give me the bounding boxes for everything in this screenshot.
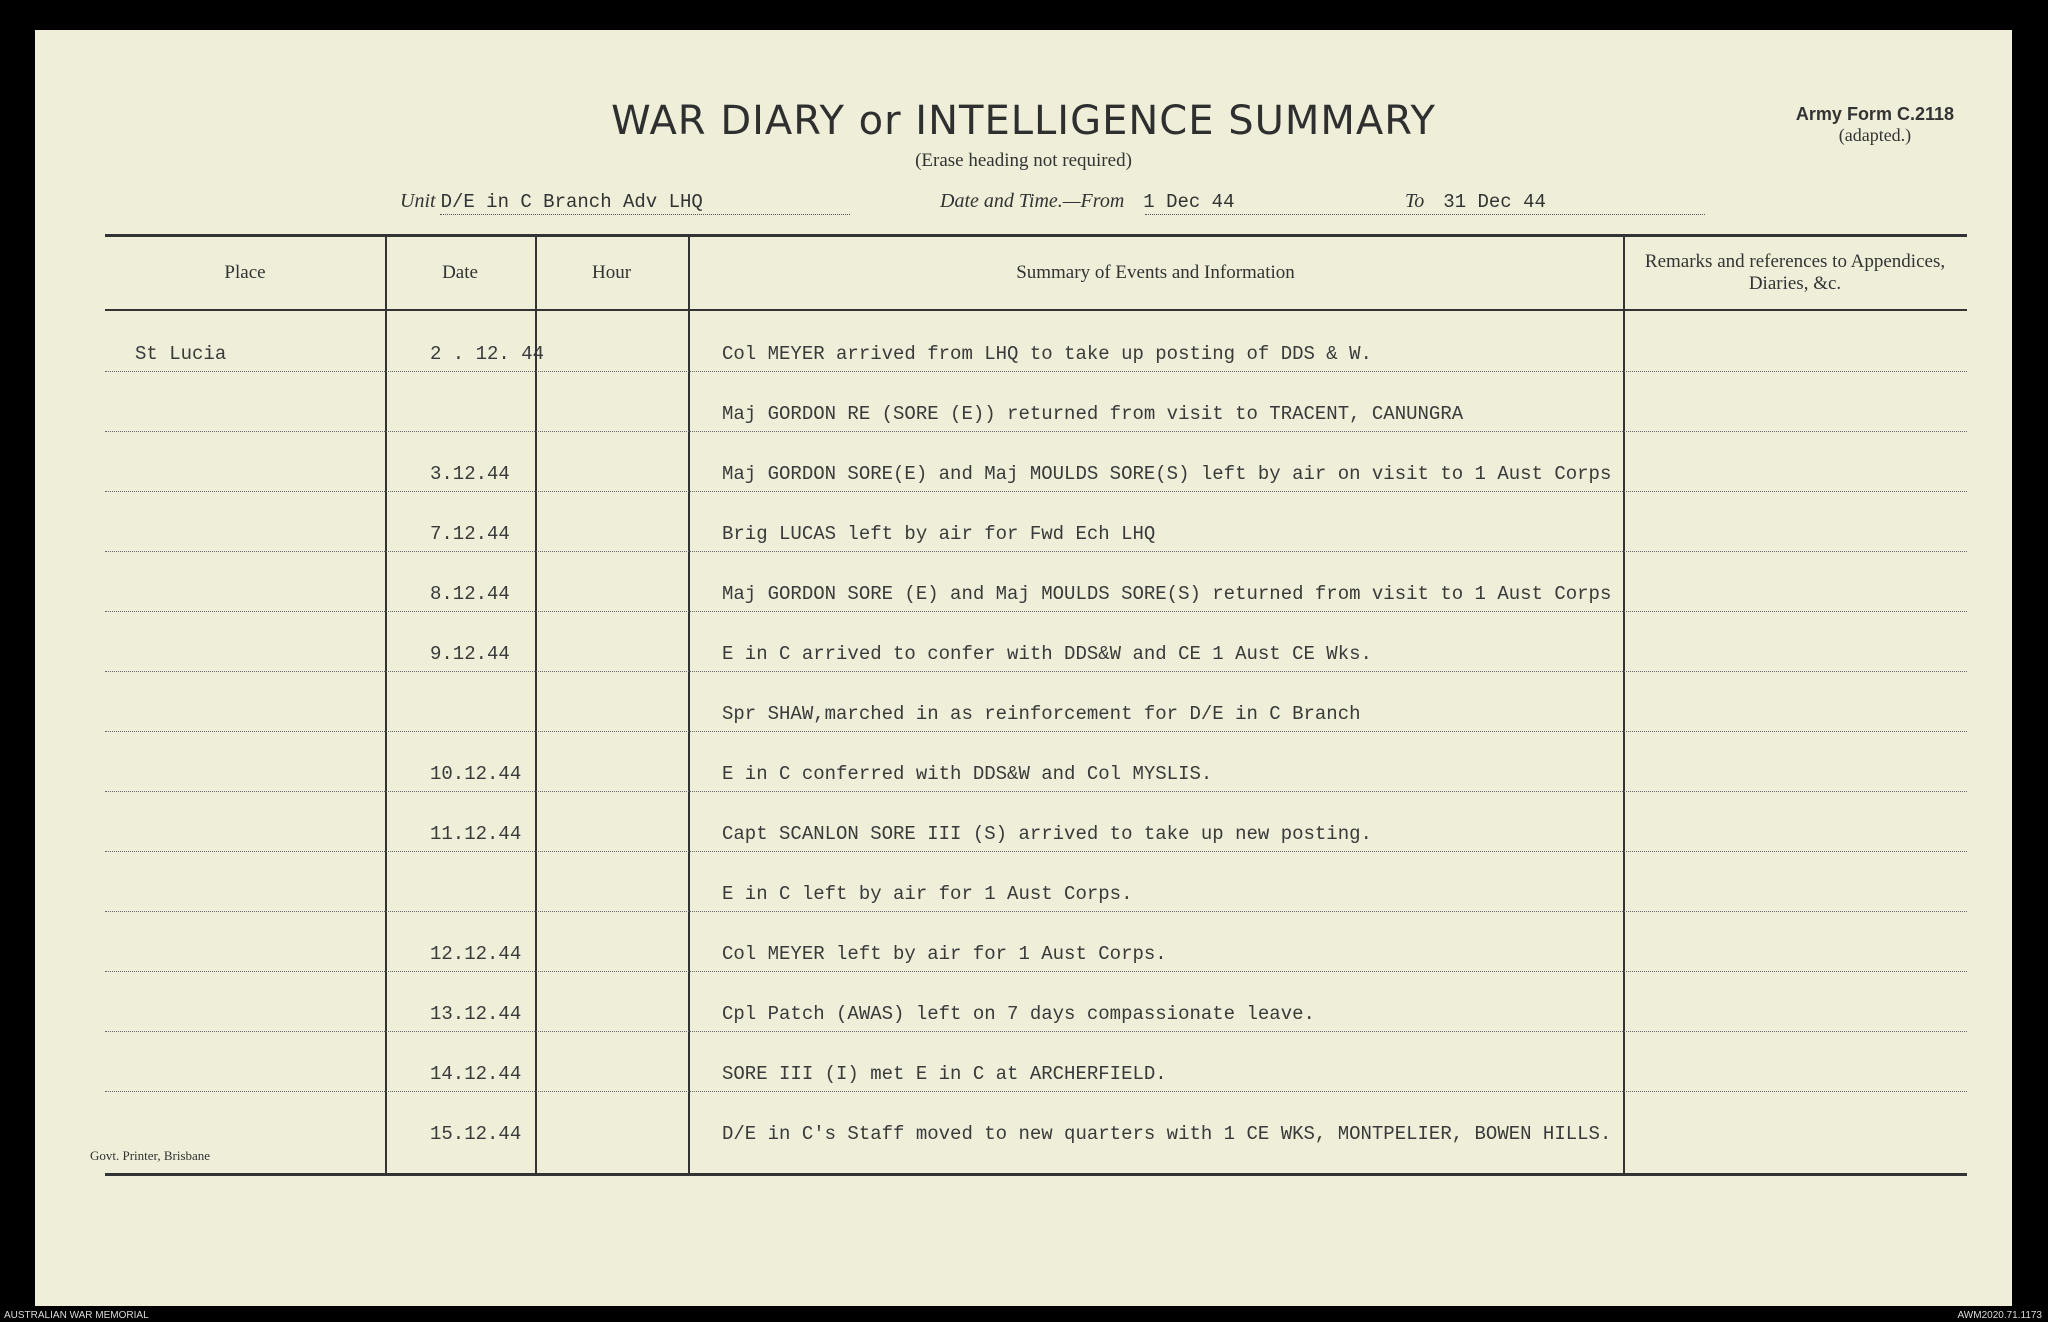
- row-date: 7.12.44: [430, 523, 510, 545]
- row-summary: E in C arrived to confer with DDS&W and CE 1 Aust CE Wks.: [722, 643, 1372, 665]
- unit-label: Unit: [400, 190, 436, 212]
- printer-imprint: Govt. Printer, Brisbane: [90, 1148, 211, 1163]
- diary-sheet: [35, 30, 2012, 1306]
- table-row: [105, 911, 1967, 972]
- row-date: 12.12.44: [430, 943, 522, 965]
- row-date: 8.12.44: [430, 583, 510, 605]
- row-summary: Maj GORDON SORE(E) and Maj MOULDS SORE(S) left by air on visit to 1 Aust Corps: [722, 463, 1612, 485]
- row-date: 14.12.44: [430, 1063, 522, 1085]
- col-head-date: Date: [442, 262, 478, 283]
- table-row: [105, 971, 1967, 1032]
- date-from-value: 1 Dec 44: [1143, 191, 1235, 213]
- archive-reference: AWM2020.71.1173: [1957, 1310, 2042, 1321]
- row-date: 2 . 12. 44: [430, 343, 545, 365]
- table-row: [105, 791, 1967, 852]
- date-from-label: Date and Time.—From: [940, 190, 1125, 212]
- col-head-summary: Summary of Events and Information: [1016, 262, 1295, 283]
- table-row: [105, 371, 1967, 432]
- row-summary: E in C left by air for 1 Aust Corps.: [722, 883, 1133, 905]
- row-summary: SORE III (I) met E in C at ARCHERFIELD.: [722, 1063, 1167, 1085]
- row-summary: D/E in C's Staff moved to new quarters with 1 CE WKS, MONTPELIER, BOWEN HILLS.: [722, 1123, 1612, 1145]
- row-summary: Cpl Patch (AWAS) left on 7 days compassionate leave.: [722, 1003, 1315, 1025]
- row-summary: Col MEYER left by air for 1 Aust Corps.: [722, 943, 1167, 965]
- date-to-line: [1405, 190, 1546, 213]
- table-row: [105, 551, 1967, 612]
- table-row: [105, 671, 1967, 732]
- unit-line: [400, 190, 703, 213]
- unit-value: D/E in C Branch Adv LHQ: [440, 191, 703, 213]
- page-subtitle: (Erase heading not required): [915, 150, 1132, 171]
- table-row: [105, 851, 1967, 912]
- table-row: [105, 431, 1967, 492]
- row-date: 13.12.44: [430, 1003, 522, 1025]
- unit-underline: [440, 214, 850, 215]
- row-summary: Maj GORDON SORE (E) and Maj MOULDS SORE(S) returned from visit to 1 Aust Corps: [722, 583, 1612, 605]
- row-summary: Capt SCANLON SORE III (S) arrived to take up new posting.: [722, 823, 1372, 845]
- row-summary: Col MEYER arrived from LHQ to take up posting of DDS & W.: [722, 343, 1372, 365]
- row-summary: Maj GORDON RE (SORE (E)) returned from visit to TRACENT, CANUNGRA: [722, 403, 1464, 425]
- row-summary: E in C conferred with DDS&W and Col MYSLIS.: [722, 763, 1213, 785]
- date-to-value: 31 Dec 44: [1443, 191, 1546, 213]
- table-row: [105, 611, 1967, 672]
- diary-table: [105, 234, 1967, 1176]
- table-row: [105, 731, 1967, 792]
- col-head-place: Place: [224, 262, 266, 283]
- date-underline: [1145, 214, 1705, 215]
- archive-credit: AUSTRALIAN WAR MEMORIAL: [4, 1310, 149, 1321]
- date-from-line: [940, 190, 1234, 213]
- row-date: 9.12.44: [430, 643, 510, 665]
- table-row: [105, 1091, 1967, 1151]
- form-note: (adapted.): [1838, 125, 1912, 145]
- form-number-label: Army Form C.2118: [1795, 104, 1954, 124]
- col-head-remarks: Remarks and references to Appendices, Diaries, &c.: [1644, 251, 1946, 294]
- row-date: 10.12.44: [430, 763, 522, 785]
- row-place: St Lucia: [135, 343, 227, 365]
- col-head-hour: Hour: [591, 262, 632, 283]
- row-date: 15.12.44: [430, 1123, 522, 1145]
- table-row: [105, 1031, 1967, 1092]
- row-date: 3.12.44: [430, 463, 510, 485]
- date-to-label: To: [1405, 190, 1425, 212]
- row-date: 11.12.44: [430, 823, 522, 845]
- table-row: [105, 311, 1967, 372]
- form-number: [1796, 104, 1954, 146]
- row-summary: Brig LUCAS left by air for Fwd Ech LHQ: [722, 523, 1156, 545]
- row-summary: Spr SHAW,marched in as reinforcement for D/E in C Branch: [722, 703, 1361, 725]
- table-row: [105, 491, 1967, 552]
- page-title: WAR DIARY or INTELLIGENCE SUMMARY: [611, 98, 1436, 144]
